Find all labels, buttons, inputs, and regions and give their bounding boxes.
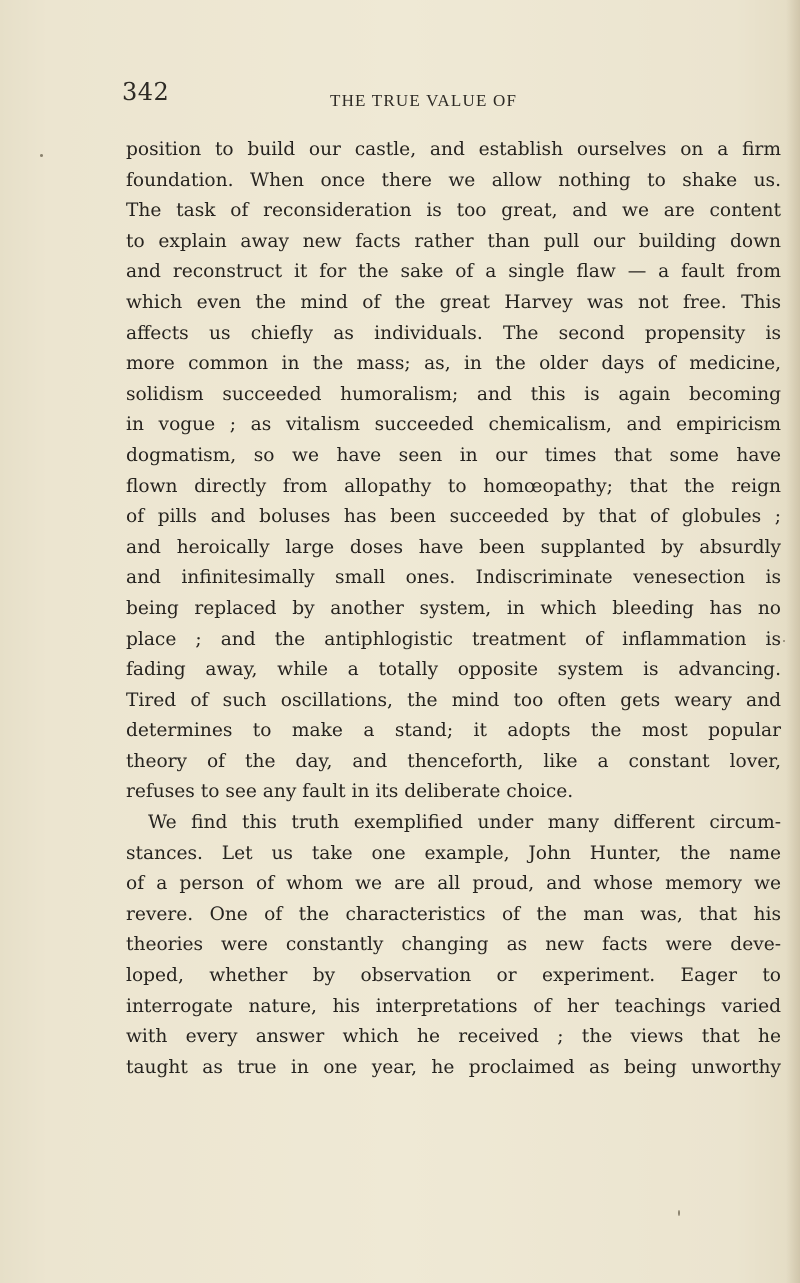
text-line: loped, whether by observation or experiment. Eager to	[126, 965, 781, 987]
text-line: refuses to see any fault in its deliberate choice.	[126, 781, 574, 803]
text-line: in vogue ; as vitalism succeeded chemicalism, and empiricism	[126, 414, 781, 436]
text-line: being replaced by another system, in which bleeding has no	[126, 597, 781, 619]
text-line: determines to make a stand; it adopts the most popular	[126, 720, 781, 742]
paper-speck	[783, 640, 785, 642]
text-line: theories were constantly changing as new facts were deve-	[126, 934, 781, 956]
paper-speck	[678, 1210, 680, 1216]
text-line: to explain away new facts rather than pull our building down	[126, 230, 781, 252]
text-line: stances. Let us take one example, John Hunter, the name	[126, 842, 781, 864]
text-line: fading away, while a totally opposite system is advancing.	[126, 659, 781, 681]
text-line: We find this truth exemplified under many different circum-	[148, 812, 781, 834]
body-text	[126, 135, 781, 1083]
text-line: more common in the mass; as, in the older days of medicine,	[126, 353, 781, 375]
text-line: place ; and the antiphlogistic treatment of inflammation is	[126, 628, 781, 650]
text-line: which even the mind of the great Harvey was not free. This	[126, 291, 781, 313]
page-edge-shadow	[786, 0, 800, 1283]
text-line: taught as true in one year, he proclaimed as being unworthy	[126, 1056, 781, 1078]
text-line: foundation. When once there we allow nothing to shake us.	[126, 169, 781, 191]
text-line: and reconstruct it for the sake of a single flaw — a fault from	[126, 261, 781, 283]
text-line: of pills and boluses has been succeeded by that of globules ;	[126, 506, 781, 528]
text-line: and heroically large doses have been supplanted by absurdly	[126, 536, 781, 558]
page-number: 342	[122, 78, 170, 106]
text-line: dogmatism, so we have seen in our times that some have	[126, 444, 781, 466]
text-line: affects us chiefly as individuals. The second propensity is	[126, 322, 781, 344]
paper-speck	[40, 154, 43, 157]
text-line: theory of the day, and thenceforth, like a constant lover,	[126, 750, 781, 772]
running-head: THE TRUE VALUE OF	[330, 91, 518, 110]
text-line: and infinitesimally small ones. Indiscriminate venesection is	[126, 567, 781, 589]
text-line: flown directly from allopathy to homœopathy; that the reign	[126, 475, 781, 497]
text-line: Tired of such oscillations, the mind too often gets weary and	[126, 689, 781, 711]
text-line: interrogate nature, his interpretations of her teachings varied	[126, 995, 781, 1017]
text-line: with every answer which he received ; the views that he	[126, 1026, 781, 1048]
text-line: solidism succeeded humoralism; and this is again becoming	[126, 383, 781, 405]
text-line: position to build our castle, and establish ourselves on a firm	[126, 139, 781, 160]
text-line: of a person of whom we are all proud, and whose memory we	[126, 873, 781, 895]
text-line: The task of reconsideration is too great, and we are content	[126, 200, 781, 222]
text-line: revere. One of the characteristics of the man was, that his	[126, 903, 781, 925]
